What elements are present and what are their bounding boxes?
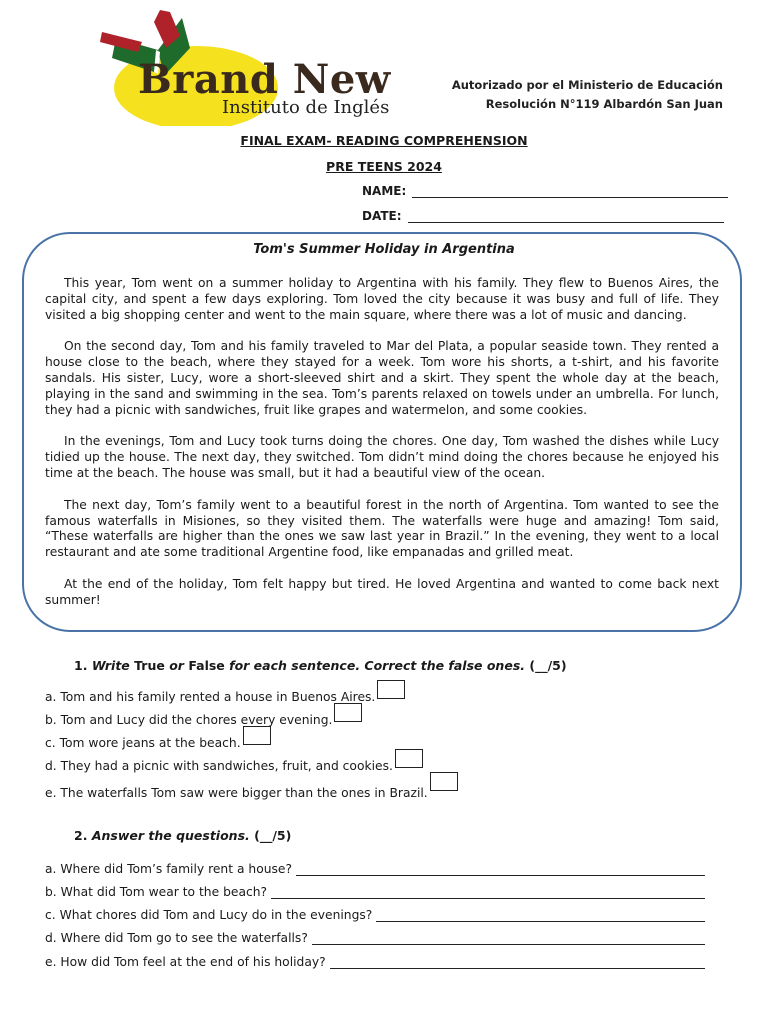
question-2-heading: 2. Answer the questions. (__/5) xyxy=(74,828,292,843)
answer-line[interactable] xyxy=(376,909,705,922)
question-item: a. Where did Tom’s family rent a house? xyxy=(45,862,705,876)
name-label: NAME: xyxy=(362,184,407,198)
exam-title: FINAL EXAM- READING COMPREHENSION xyxy=(240,133,528,148)
answer-line[interactable] xyxy=(296,863,705,876)
paragraph: On the second day, Tom and his family traveled to Mar del Plata, a popular seaside town. They rented a house close to the beach, where they stayed for a week. Tom wore his shorts, a t-shirt, and his favorite sandals. His sister, Lucy, wore a short-sleeved shirt and a skirt. They spent the whole day at the beach, playing in the sand and swimming in the sea. Tom’s parents relaxed on towels under an umbrella. For lunch, they had a picnic with sandwiches, fruit like grapes and watermelon, and some cookies. xyxy=(45,339,719,417)
question-item: c. What chores did Tom and Lucy do in the evenings? xyxy=(45,908,705,922)
date-field[interactable] xyxy=(362,209,724,223)
date-label: DATE: xyxy=(362,209,402,223)
tf-item: e. The waterfalls Tom saw were bigger than the ones in Brazil. xyxy=(45,772,458,800)
name-field[interactable] xyxy=(362,184,728,198)
answer-line[interactable] xyxy=(312,932,705,945)
exam-level: PRE TEENS 2024 xyxy=(326,159,442,174)
question-1-heading: 1. Write True or False for each sentence. Correct the false ones. (__/5) xyxy=(74,658,567,673)
tf-item: b. Tom and Lucy did the chores every evening. xyxy=(45,703,362,727)
name-line[interactable] xyxy=(412,185,728,198)
answer-box[interactable] xyxy=(395,749,423,768)
story-title: Tom's Summer Holiday in Argentina xyxy=(253,242,515,257)
logo-brand-text: Brand New xyxy=(138,56,391,103)
date-line[interactable] xyxy=(408,210,724,223)
answer-box[interactable] xyxy=(334,703,362,722)
paragraph: This year, Tom went on a summer holiday to Argentina with his family. They flew to Buenos Aires, the capital city, and spent a few days exploring. Tom loved the city because it was busy and full of life. They visited a big shopping center and went to the main square, where there was a lot of music and dancing. xyxy=(45,276,719,322)
story-text xyxy=(45,276,719,625)
answer-line[interactable] xyxy=(271,886,705,899)
question-2-score: (__/5) xyxy=(254,828,292,843)
paragraph: In the evenings, Tom and Lucy took turns doing the chores. One day, Tom washed the dishes while Lucy tidied up the house. The next day, they switched. Tom didn’t mind doing the chores because he enjoyed his time at the beach. The house was small, but it had a beautiful view of the ocean. xyxy=(45,434,719,480)
tf-item: c. Tom wore jeans at the beach. xyxy=(45,726,271,750)
answer-box[interactable] xyxy=(243,726,271,745)
authorization-block xyxy=(452,76,723,114)
answer-box[interactable] xyxy=(377,680,405,699)
question-item: b. What did Tom wear to the beach? xyxy=(45,885,705,899)
question-1-score: (__/5) xyxy=(529,658,567,673)
answer-line[interactable] xyxy=(330,956,705,969)
tf-item: a. Tom and his family rented a house in Buenos Aires. xyxy=(45,680,405,704)
authorization-line-1: Autorizado por el Ministerio de Educación xyxy=(451,78,723,92)
answer-box[interactable] xyxy=(430,772,458,791)
tf-item: d. They had a picnic with sandwiches, fruit, and cookies. xyxy=(45,749,423,773)
question-item: e. How did Tom feel at the end of his holiday? xyxy=(45,955,705,969)
question-item: d. Where did Tom go to see the waterfalls? xyxy=(45,931,705,945)
authorization-line-2: Resolución N°119 Albardón San Juan xyxy=(485,97,723,111)
paragraph: The next day, Tom’s family went to a beautiful forest in the north of Argentina. Tom wanted to see the famous waterfalls in Misiones, so they visited them. The waterfalls were huge and amazing! Tom said, “These waterfalls are higher than the ones we saw last year in Brazil.” In the evening, they went to a local restaurant and ate some traditional Argentine food, like empanadas and grilled meat. xyxy=(45,497,719,560)
logo-subtitle-text: Instituto de Inglés xyxy=(222,97,390,118)
paragraph: At the end of the holiday, Tom felt happy but tired. He loved Argentina and wanted to come back next summer! xyxy=(45,576,719,607)
